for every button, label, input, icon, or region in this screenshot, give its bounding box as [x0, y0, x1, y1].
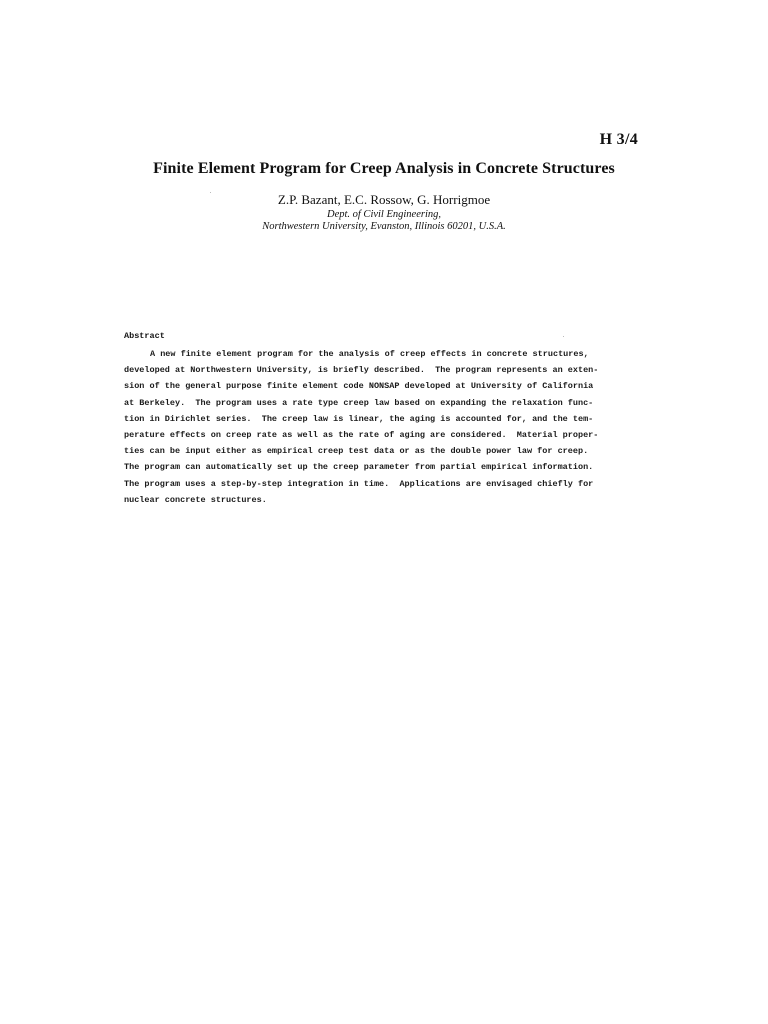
affiliation-institution: Northwestern University, Evanston, Illinois 60201, U.S.A. — [262, 221, 506, 232]
author-list: Z.P. Bazant, E.C. Rossow, G. Horrigmoe — [277, 192, 491, 207]
abstract-line: perature effects on creep rate as well as the rate of aging are considered. Material proper- — [124, 429, 599, 440]
abstract-body — [124, 346, 634, 508]
abstract-heading: Abstract — [124, 331, 165, 341]
abstract-line: The program can automatically set up the creep parameter from partial empirical information. — [124, 462, 594, 473]
affiliation-department: Dept. of Civil Engineering, — [326, 209, 442, 220]
abstract-line: A new finite element program for the analysis of creep effects in concrete structures, — [150, 349, 589, 359]
abstract-line: tion in Dirichlet series. The creep law is linear, the aging is accounted for, and the tem- — [124, 413, 594, 424]
abstract-line: developed at Northwestern University, is briefly described. The program represents an exten- — [124, 365, 599, 376]
abstract-line: The program uses a step-by-step integration in time. Applications are envisaged chiefly for — [124, 478, 594, 489]
abstract-line: sion of the general purpose finite element code NONSAP developed at University of California — [124, 381, 594, 392]
paper-title: Finite Element Program for Creep Analysis in Concrete Structures — [153, 160, 615, 177]
abstract-line: nuclear concrete structures. — [124, 494, 267, 505]
scan-speck — [210, 192, 211, 193]
abstract-line: at Berkeley. The program uses a rate type creep law based on expanding the relaxation func- — [124, 397, 594, 408]
page-code: H 3/4 — [599, 131, 638, 148]
scan-speck — [563, 336, 564, 337]
abstract-line: ties can be input either as empirical creep test data or as the double power law for creep. — [124, 446, 589, 457]
